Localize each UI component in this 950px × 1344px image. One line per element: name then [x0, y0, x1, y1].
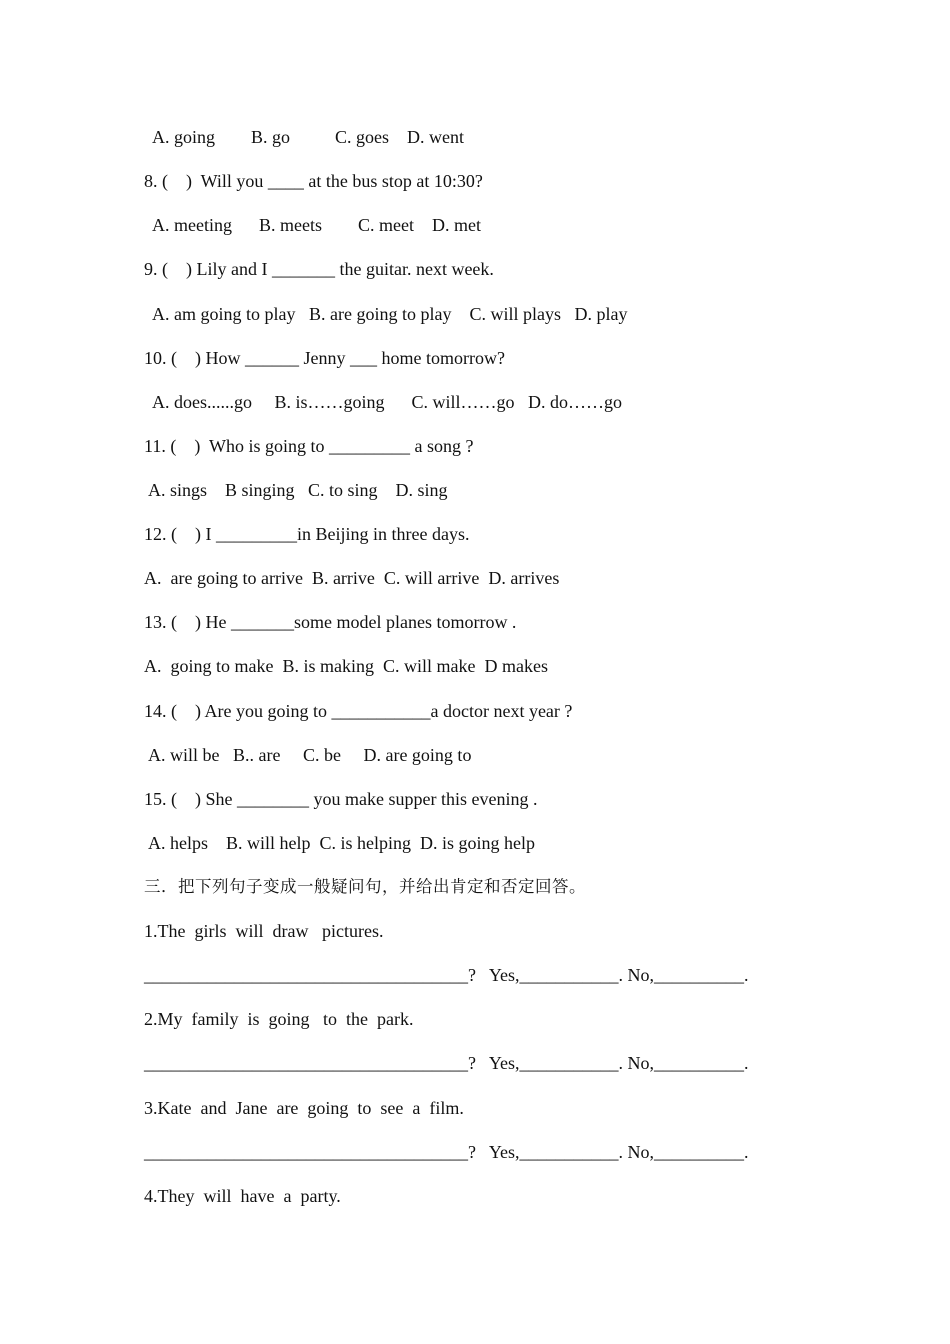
q13-options: A. going to make B. is making C. will make D makes — [144, 656, 548, 676]
section-3-heading: 三．把下列句子变成一般疑问句，并给出肯定和否定回答。 — [144, 877, 586, 896]
q10-options: A. does......go B. is……going C. will……go D. do……go — [152, 392, 623, 412]
q7-options: A. going B. go C. goes D. went — [152, 127, 464, 147]
q9-options: A. am going to play B. are going to play C. will plays D. play — [152, 304, 628, 324]
q15-question: 15. ( ) She ________ you make supper this evening . — [144, 789, 538, 809]
q15-options: A. helps B. will help C. is helping D. is going help — [148, 833, 535, 853]
q13-question: 13. ( ) He _______some model planes tomorrow . — [144, 612, 517, 632]
q12-options: A. are going to arrive B. arrive C. will arrive D. arrives — [144, 568, 560, 588]
q9-question: 9. ( ) Lily and I _______ the guitar. next week. — [144, 259, 494, 279]
sentence-3: 3.Kate and Jane are going to see a film. — [144, 1098, 464, 1118]
answer-line-2: ____________________________________? Yes,___________. No,__________. — [144, 1053, 749, 1073]
sentence-2: 2.My family is going to the park. — [144, 1009, 414, 1029]
q12-question: 12. ( ) I _________in Beijing in three days. — [144, 524, 470, 544]
sentence-4: 4.They will have a party. — [144, 1186, 341, 1206]
q11-question: 11. ( ) Who is going to _________ a song ? — [144, 436, 474, 456]
q14-question: 14. ( ) Are you going to ___________a doctor next year ? — [144, 701, 573, 721]
sentence-1: 1.The girls will draw pictures. — [144, 921, 384, 941]
q14-options: A. will be B.. are C. be D. are going to — [148, 745, 472, 765]
q8-options: A. meeting B. meets C. meet D. met — [152, 215, 481, 235]
q10-question: 10. ( ) How ______ Jenny ___ home tomorrow? — [144, 348, 505, 368]
q11-options: A. sings B singing C. to sing D. sing — [148, 480, 448, 500]
answer-line-3: ____________________________________? Yes,___________. No,__________. — [144, 1142, 749, 1162]
q8-question: 8. ( ) Will you ____ at the bus stop at 10:30? — [144, 171, 483, 191]
answer-line-1: ____________________________________? Yes,___________. No,__________. — [144, 965, 749, 985]
